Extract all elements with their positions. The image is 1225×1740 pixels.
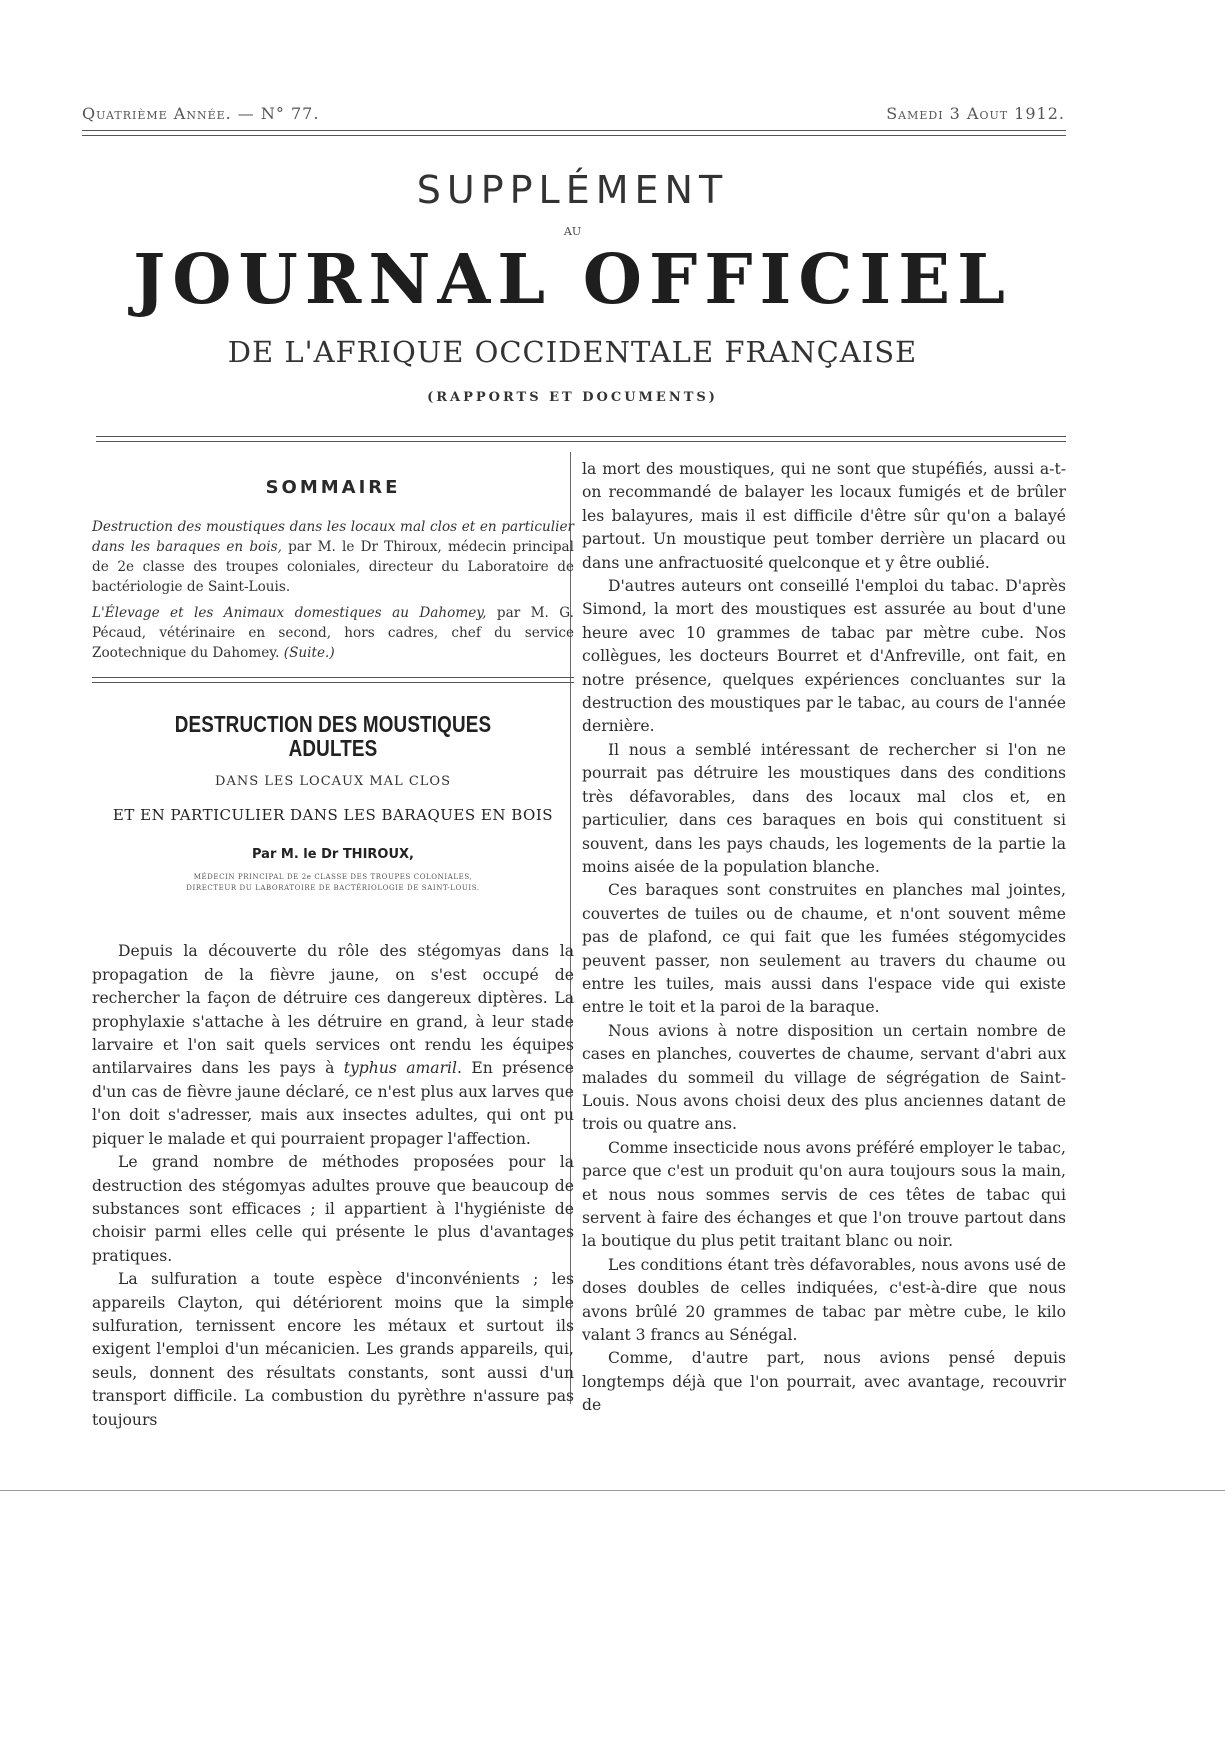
masthead-rule: [96, 436, 1066, 442]
masthead-au: AU: [563, 225, 582, 238]
masthead-parenthetical: (RAPPORTS ET DOCUMENTS): [427, 390, 718, 405]
paragraph: Les conditions étant très défavorables, nous avons usé de doses doubles de celles indiquées, c'est-à-dire que nous avons brûlé 20 grammes de tabac par mètre cube, le kilo valant 3 francs au Sénégal.: [582, 1255, 1066, 1345]
paragraph: la mort des moustiques, qui ne sont que stupéfiés, aussi a-t-on recommandé de balayer les locaux fumigés et de brûler les balayures, mais il est difficile d'être sûr qu'on a balayé partout. Un moustique peut tomber derrière un placard ou dans une anfractuosité quelconque et y être oublié.: [582, 460, 1066, 572]
paragraph: Nous avions à notre disposition un certain nombre de cases en planches, couvertes de chaume, servant d'abri aux malades du sommeil du village de ségrégation de Saint-Louis. Nous avons choisi deux des plus anciennes datant de trois ou quatre ans.: [582, 1021, 1066, 1134]
masthead-title: JOURNAL OFFICIEL: [133, 240, 1012, 320]
sommaire-item-text: par M. le Dr Thiroux, médecin principal de 2e classe des troupes coloniales, directeur du Laboratoire de bactériologie de Saint-Louis.: [92, 539, 574, 596]
sommaire-item-title: L'Élevage et les Animaux domestiques au Dahomey,: [92, 605, 487, 622]
paragraph: D'autres auteurs ont conseillé l'emploi du tabac. D'après Simond, la mort des moustiques est assurée au bout d'une heure avec 10 grammes de tabac par mètre cube. Nos collègues, les docteurs Bourret et d'Anfreville, ont fait, en notre présence, quelques expériences concluantes sur la destruction des moustiques par le tabac, au cours de l'année dernière.: [582, 577, 1066, 736]
paragraph: [92, 1268, 574, 1432]
page-bottom-rule: [0, 1490, 1225, 1491]
sommaire-item-suffix: (Suite.): [279, 645, 335, 662]
sommaire-item: [92, 517, 574, 597]
article-byline: Par M. le Dr THIROUX,: [252, 847, 414, 863]
credit-line: MÉDECIN PRINCIPAL DE 2e CLASSE DES TROUPES COLONIALES,: [193, 873, 473, 882]
sommaire-item-text: par M. G. Pécaud, vétérinaire en second, hors cadres, chef du service Zootechnique du Dahomey.: [92, 605, 575, 662]
article-title: DESTRUCTION DES MOUSTIQUES ADULTES: [174, 711, 492, 761]
sommaire-title: SOMMAIRE: [265, 477, 401, 498]
paragraph: Ces baraques sont construites en planches mal jointes, couvertes de tuiles ou de chaume, et n'ont souvent même pas de plafond, ce qui fait que les fumées stégomycides peuvent passer, non seulement au travers du chaume ou entre les tuiles, mais aussi dans l'espace vide qui existe entre le toit et la paroi de la baraque.: [582, 881, 1066, 1017]
article-subtitle-1: DANS LES LOCAUX MAL CLOS: [215, 774, 451, 790]
masthead-subtitle: DE L'AFRIQUE OCCIDENTALE FRANÇAISE: [227, 335, 918, 369]
paragraph: Il nous a semblé intéressant de rechercher si l'on ne pourrait pas détruire les moustiques dans des conditions très défavorables, dans des locaux mal clos et, en particulier, dans ces baraques en bois qui constituent si souvent, dans les pays chauds, les logements de la partie la moins aisée de la population blanche.: [582, 740, 1066, 876]
paragraph: Comme insecticide nous avons préféré employer le tabac, parce que c'est un produit qu'on aura toujours sous la main, et nous nous sommes servis de ces têtes de tabac qui servent à faire des échanges et que l'on trouve partout dans la boutique du plus petit traitant blanc ou noir.: [582, 1138, 1066, 1251]
article-credit: [92, 872, 574, 894]
right-column: [582, 458, 1066, 1418]
paragraph: [92, 940, 574, 1151]
paragraph-text: Le grand nombre de méthodes proposées pour la destruction des stégomyas adultes prouve que beaucoup de substances sont efficaces ; il appartient à l'hygiéniste de choisir parmi elles celle qui présente le plus d'avantages pratiques.: [92, 1153, 574, 1265]
sommaire-rule: [92, 677, 574, 683]
paragraph-text: La sulfuration a toute espèce d'inconvénients ; les appareils Clayton, qui détériorent moins que la simple sulfuration, ternissent encore les métaux et surtout ils exigent l'emploi d'un mécanicien. Les grands appareils, qui, seuls, donnent des résultats constants, sont aussi d'un transport difficile. La combustion du pyrèthre n'assure pas toujours: [92, 1270, 574, 1429]
sommaire-item: [92, 603, 574, 663]
paragraph-text: Depuis la découverte du rôle des stégomyas dans la propagation de la fièvre jaune, on s'est occupé de rechercher la façon de détruire ces dangereux diptères. La prophylaxie s'attache à les détruire en grand, à leur stade larvaire et l'on sait quels services ont rendu les équipes antilarvaires dans les pays à: [92, 942, 574, 1078]
left-column: [92, 458, 574, 1432]
masthead-supplement: SUPPLÉMENT: [416, 168, 729, 212]
article-subtitle-2: ET EN PARTICULIER DANS LES BARAQUES EN BOIS: [112, 805, 554, 824]
paragraph-italic: typhus amaril: [343, 1059, 458, 1078]
paragraph: Comme, d'autre part, nous avions pensé depuis longtemps déjà que l'on pourrait, avec avantage, recouvrir de: [582, 1349, 1066, 1415]
sommaire-item-title: Destruction des moustiques dans les locaux mal clos et en particulier dans les baraques en bois,: [92, 519, 574, 556]
issue-number: Quatrième Année. — N° 77.: [82, 104, 320, 123]
paragraph-text: . En présence d'un cas de fièvre jaune déclaré, ce n'est plus aux larves que l'on doit s'adresser, mais aux insectes adultes, qui ont pu piquer le malade et qui pourraient propager l'affection.: [92, 1059, 574, 1148]
header-rule: [82, 130, 1066, 136]
paragraph: [92, 1151, 574, 1268]
credit-line: DIRECTEUR DU LABORATOIRE DE BACTÉRIOLOGIE DE SAINT-LOUIS.: [186, 884, 480, 893]
issue-date: Samedi 3 Aout 1912.: [886, 104, 1065, 123]
